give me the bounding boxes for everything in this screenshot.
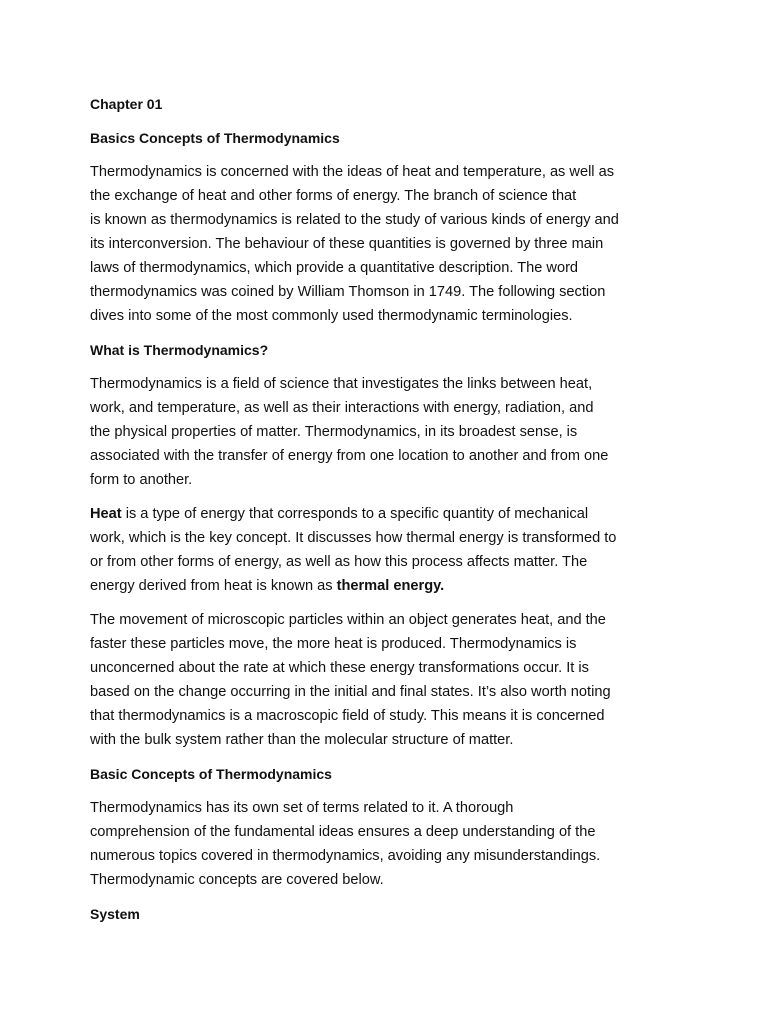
text-line: the exchange of heat and other forms of energy. The branch of science that xyxy=(90,188,577,204)
text-line: Thermodynamic concepts are covered below. xyxy=(90,872,384,888)
text-line: laws of thermodynamics, which provide a quantitative description. The word xyxy=(90,260,579,276)
text-line: comprehension of the fundamental ideas ensures a deep understanding of the xyxy=(90,824,596,840)
text-line: work, which is the key concept. It discusses how thermal energy is transformed to xyxy=(90,530,617,546)
text-line: based on the change occurring in the initial and final states. It’s also worth noting xyxy=(90,684,611,700)
heat-term: Heat xyxy=(90,506,122,522)
text-line: The movement of microscopic particles within an object generates heat, and the xyxy=(90,612,606,628)
text-line: work, and temperature, as well as their interactions with energy, radiation, and xyxy=(90,400,594,416)
chapter-label: Chapter 01 xyxy=(90,96,163,112)
text-line: thermodynamics was coined by William Thomson in 1749. The following section xyxy=(90,284,606,300)
heat-paragraph xyxy=(90,502,690,598)
document-page xyxy=(90,92,690,936)
text-line: form to another. xyxy=(90,472,193,488)
text-line: associated with the transfer of energy from one location to another and from one xyxy=(90,448,609,464)
basic-concepts-heading: Basic Concepts of Thermodynamics xyxy=(90,766,332,782)
text-line: Thermodynamics has its own set of terms related to it. A thorough xyxy=(90,800,514,816)
what-is-paragraph xyxy=(90,372,690,492)
text-line xyxy=(90,502,690,526)
text-line: Thermodynamics is concerned with the ideas of heat and temperature, as well as xyxy=(90,164,615,180)
text-line: its interconversion. The behaviour of these quantities is governed by three main xyxy=(90,236,604,252)
text-line: is known as thermodynamics is related to the study of various kinds of energy and xyxy=(90,212,619,228)
text-line: or from other forms of energy, as well as how this process affects matter. The xyxy=(90,554,588,570)
heat-line-pre: energy derived from heat is known as xyxy=(90,578,337,594)
text-line: Thermodynamics is a field of science that investigates the links between heat, xyxy=(90,376,593,392)
thermal-energy-term: thermal energy. xyxy=(336,578,445,594)
basic-concepts-paragraph xyxy=(90,796,690,892)
text-line: with the bulk system rather than the molecular structure of matter. xyxy=(90,732,514,748)
heat-line-rest: is a type of energy that corresponds to a specific quantity of mechanical xyxy=(121,506,589,522)
text-line: numerous topics covered in thermodynamics, avoiding any misunderstandings. xyxy=(90,848,601,864)
text-line: dives into some of the most commonly used thermodynamic terminologies. xyxy=(90,308,573,324)
document-title: Basics Concepts of Thermodynamics xyxy=(90,130,340,146)
intro-paragraph xyxy=(90,160,690,328)
text-line: that thermodynamics is a macroscopic field of study. This means it is concerned xyxy=(90,708,605,724)
text-line: the physical properties of matter. Thermodynamics, in its broadest sense, is xyxy=(90,424,578,440)
text-line xyxy=(90,574,690,598)
text-line: faster these particles move, the more heat is produced. Thermodynamics is xyxy=(90,636,577,652)
system-heading: System xyxy=(90,906,140,922)
text-line: unconcerned about the rate at which these energy transformations occur. It is xyxy=(90,660,589,676)
what-is-heading: What is Thermodynamics? xyxy=(90,342,269,358)
movement-paragraph xyxy=(90,608,690,752)
